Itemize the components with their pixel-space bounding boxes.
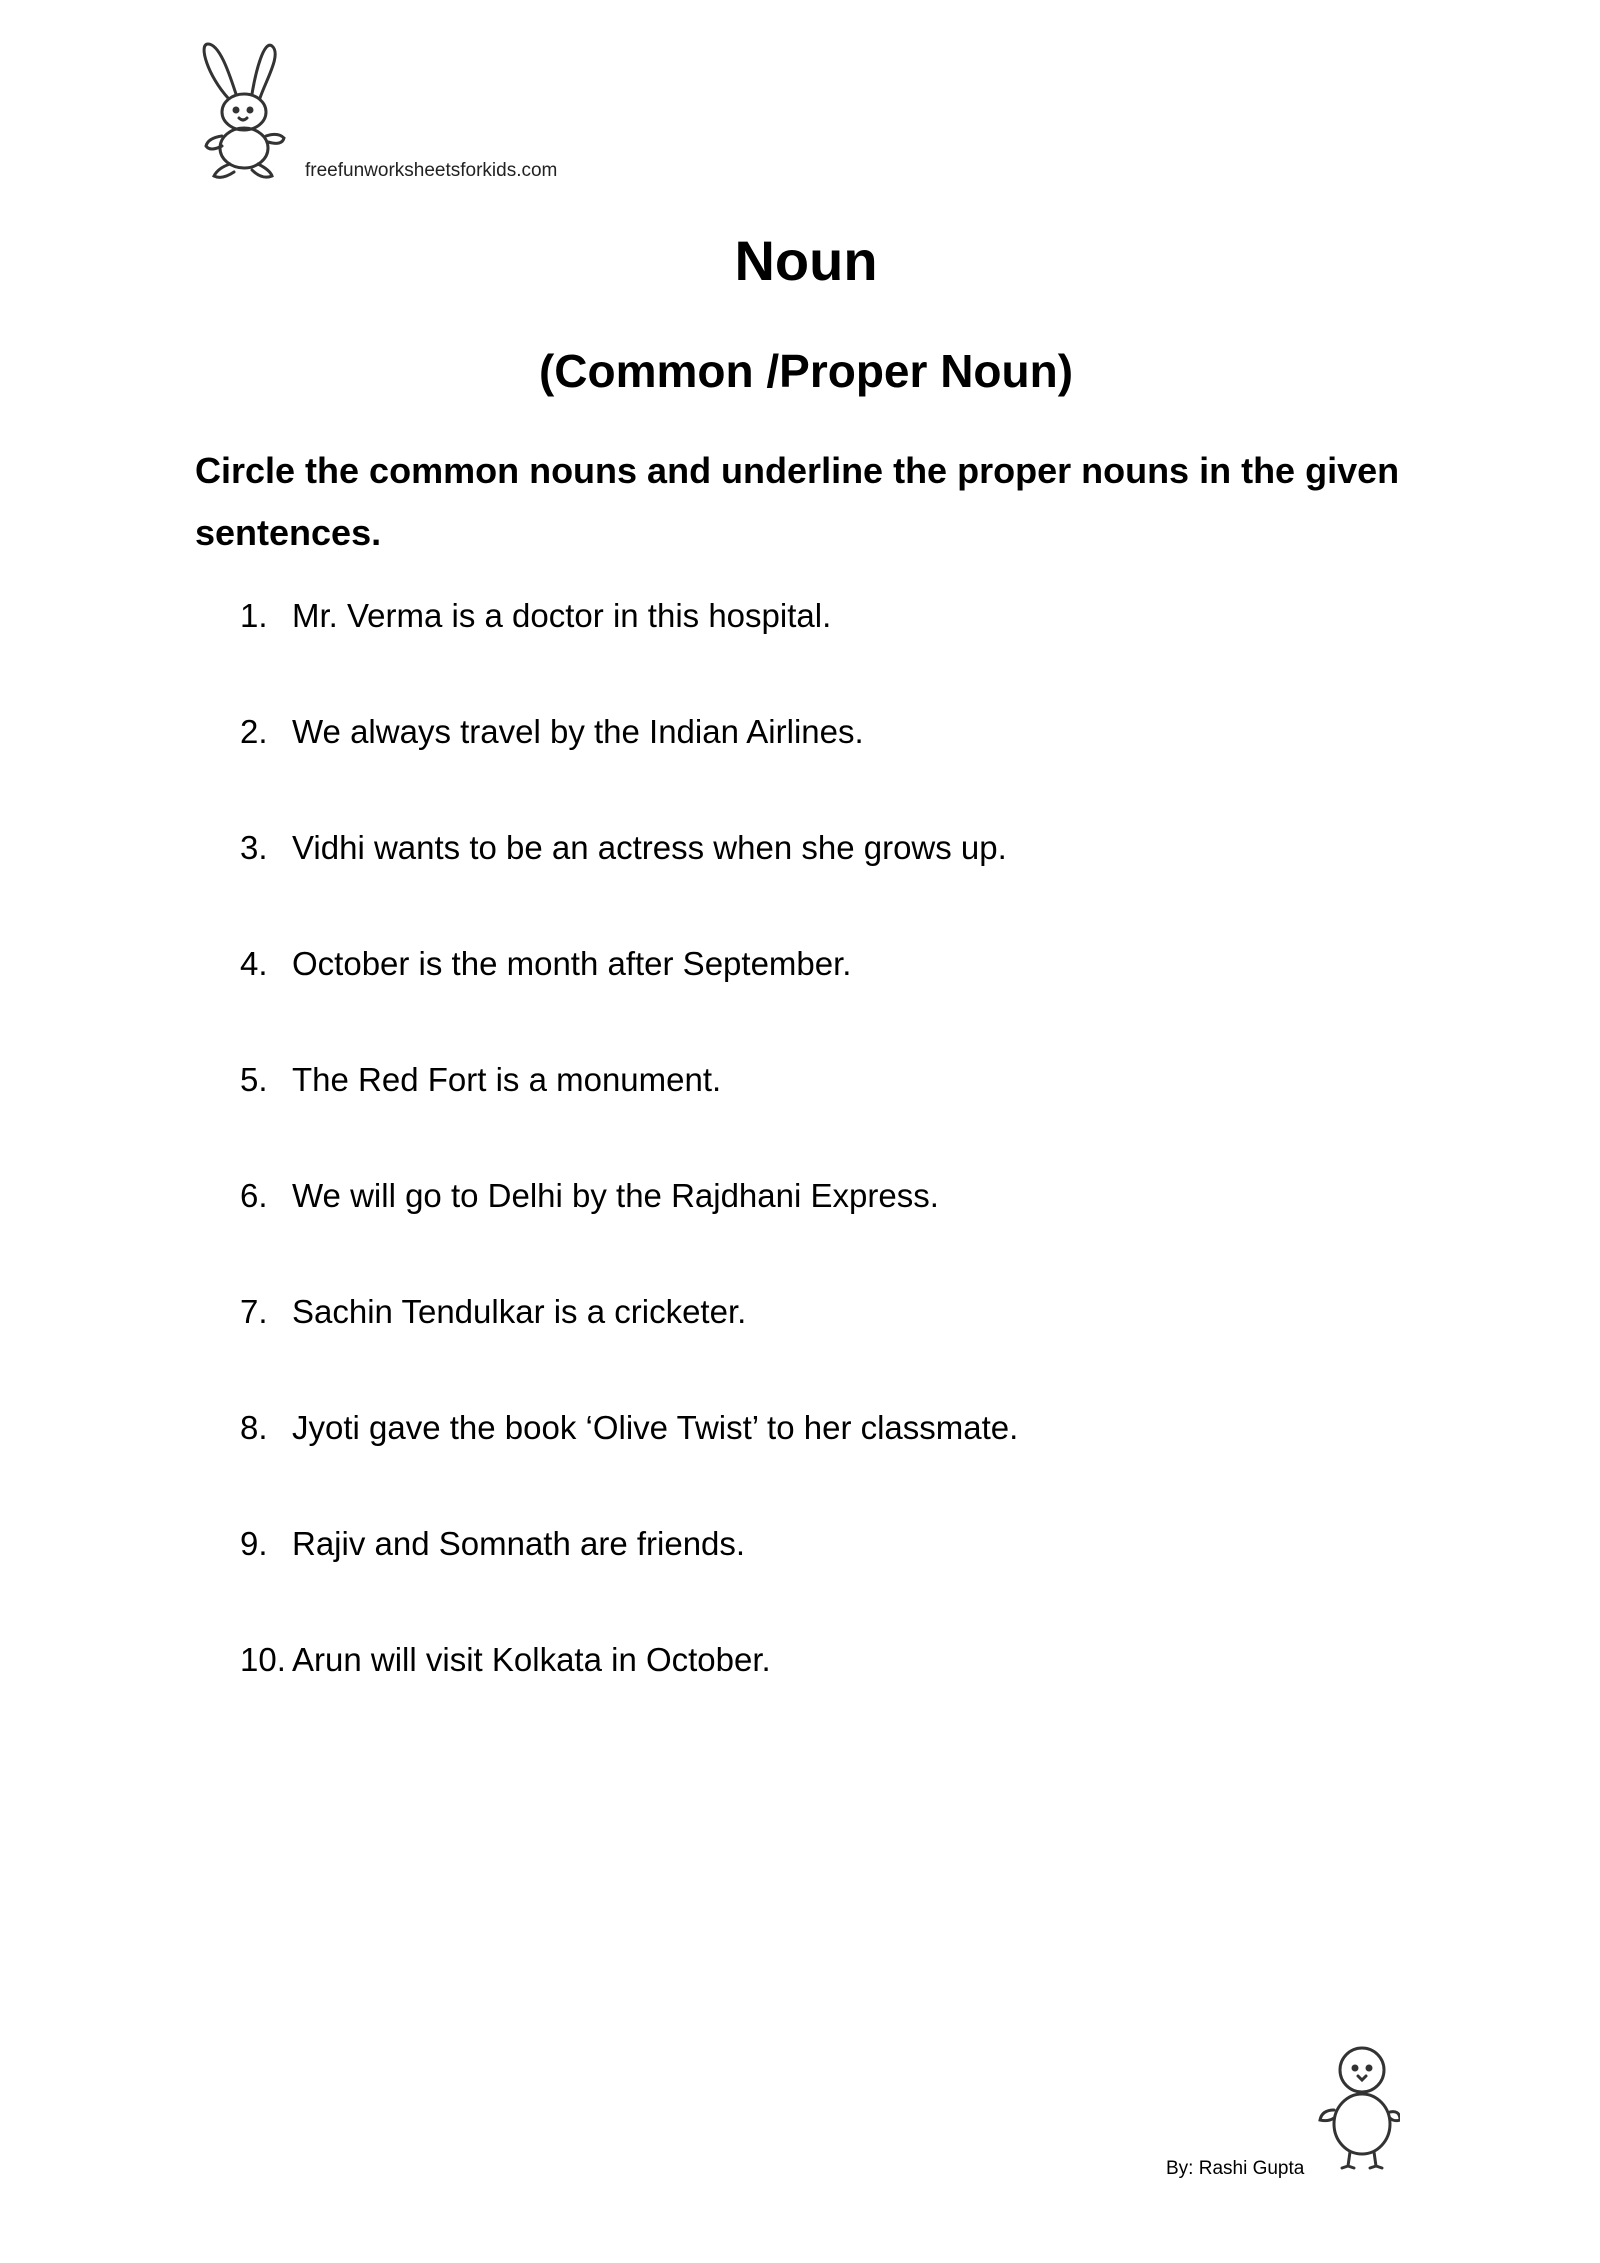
list-item: 6. We will go to Delhi by the Rajdhani Express. — [240, 1166, 1440, 1282]
page-title: Noun — [734, 229, 878, 292]
author-credit: By: Rashi Gupta — [1166, 2158, 1305, 2179]
list-item: 7. Sachin Tendulkar is a cricketer. — [240, 1282, 1440, 1398]
sentence-list — [240, 586, 1440, 1746]
sentence-text: Mr. Verma is a doctor in this hospital. — [292, 597, 832, 634]
list-item: 8. Jyoti gave the book ‘Olive Twist’ to her classmate. — [240, 1398, 1440, 1514]
sentence-text: The Red Fort is a monument. — [292, 1061, 722, 1098]
sentence-text: Vidhi wants to be an actress when she grows up. — [292, 829, 1007, 866]
sentence-text: We will go to Delhi by the Rajdhani Express. — [292, 1177, 939, 1214]
list-item: 1. Mr. Verma is a doctor in this hospital. — [240, 586, 1440, 702]
page-subtitle: (Common /Proper Noun) — [538, 345, 1074, 397]
list-item: 10. Arun will visit Kolkata in October. — [240, 1630, 1440, 1746]
list-item: 4. October is the month after September. — [240, 934, 1440, 1050]
sentence-text: Jyoti gave the book ‘Olive Twist’ to her classmate. — [292, 1409, 1019, 1446]
sentence-text: Sachin Tendulkar is a cricketer. — [292, 1293, 747, 1330]
chick-icon — [1318, 2040, 1400, 2175]
list-item: 3. Vidhi wants to be an actress when she grows up. — [240, 818, 1440, 934]
site-url: freefunworksheetsforkids.com — [305, 160, 558, 181]
list-item: 5. The Red Fort is a monument. — [240, 1050, 1440, 1166]
instructions: Circle the common nouns and underline the proper nouns in the given sentences. — [195, 450, 1400, 553]
sentence-text: We always travel by the Indian Airlines. — [292, 713, 864, 750]
sentence-text: Arun will visit Kolkata in October. — [292, 1641, 771, 1678]
sentence-text: October is the month after September. — [292, 945, 852, 982]
list-item: 2. We always travel by the Indian Airlines. — [240, 702, 1440, 818]
bunny-logo-icon — [190, 36, 300, 181]
list-item: 9. Rajiv and Somnath are friends. — [240, 1514, 1440, 1630]
sentence-text: Rajiv and Somnath are friends. — [292, 1525, 746, 1562]
